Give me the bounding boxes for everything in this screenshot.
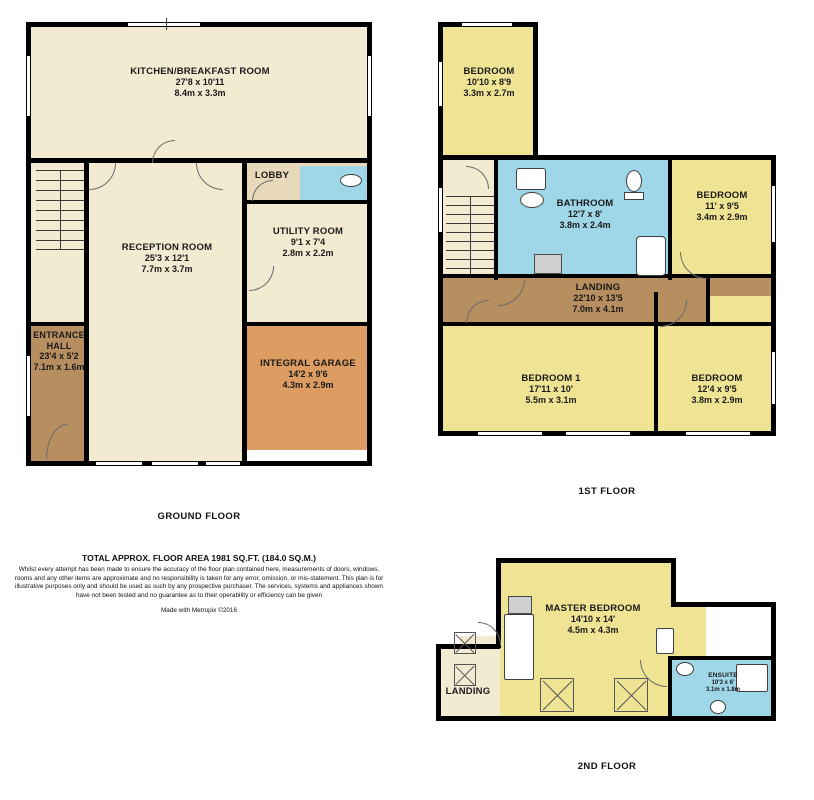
wall-ground-bottom [26,461,372,466]
window-kitchen-top [128,22,200,27]
second-landing-label: LANDING [445,686,491,697]
landing-label: LANDING 22'10 x 13'5 7.0m x 4.1m [572,282,624,314]
utility-room-label: UTILITY ROOM 9'1 x 7'4 2.8m x 2.2m [272,226,344,258]
rooflight-icon-3 [614,678,648,712]
second-floor-label: 2ND FLOOR [577,761,637,772]
bedroom-1-label: BEDROOM 1 17'11 x 10' 5.5m x 3.1m [521,373,581,405]
rooflight-icon-4 [454,632,476,654]
wall-landing-return [706,274,710,326]
utility-room-area [246,204,368,326]
toilet-icon [626,170,642,192]
wall-second-right [771,602,776,721]
bathroom-label: BATHROOM 12'7 x 8' 3.8m x 2.4m [556,198,614,230]
wall-utility-garage [242,322,372,326]
shower-bath-icon [636,236,666,276]
integral-garage-label: INTEGRAL GARAGE 14'2 x 9'6 4.3m x 2.9m [260,358,356,390]
wall-first-step-horizontal [533,155,776,160]
wall-hall-reception [84,158,89,466]
ground-staircase [36,170,86,250]
stair-centre-line [60,170,61,250]
window-kitchen-left [26,56,31,116]
window-reception-bottom-1 [96,461,142,466]
window-bedroom-right-bottom-2 [686,431,750,436]
wall-reception-utility [242,158,247,466]
first-floor-label: 1ST FLOOR [578,486,636,497]
window-bedroom1-bottom-2 [566,431,630,436]
ensuite-toilet-icon [710,700,726,714]
window-kitchen-right [367,56,372,116]
ground-floor-label: GROUND FLOOR [157,511,241,522]
rooflight-icon-1 [454,664,476,686]
wall-second-bottom [436,716,776,721]
wall-second-left [436,644,441,720]
wall-master-ensuite [668,656,672,720]
wall-bedroom-front-bottom [438,155,538,160]
wall-stair-bathroom [494,158,498,280]
bedroom-front-label: BEDROOM 10'10 x 8'9 3.3m x 2.7m [463,66,515,98]
master-bedroom-label: MASTER BEDROOM 14'10 x 14' 4.5m x 4.3m [545,603,641,635]
reception-room-area [88,162,246,462]
wall-second-top [496,558,676,563]
window-reception-bottom-3 [206,461,240,466]
first-stair-centre-line [470,196,471,274]
window-stair-left [438,188,443,232]
wall-hall-stairs [26,322,89,326]
window-bedroom-front [462,22,512,27]
reception-room-label: RECEPTION ROOM 25'3 x 12'1 7.7m x 3.7m [121,242,213,274]
kitchen-breakfast-room-label: KITCHEN/BREAKFAST ROOM 27'8 x 10'11 8.4m x 3.3m [130,66,270,98]
ensuite-label: ENSUITE 10'3 x 6' 3.1m x 1.8m [705,672,741,693]
wall-ensuite-top [668,656,776,660]
wall-master-right-upper [671,558,676,606]
wall-landing-top [438,274,776,278]
rooflight-icon-2 [540,678,574,712]
wall-second-step [671,602,776,607]
bedroom-right-top-label: BEDROOM 11' x 9'5 3.4m x 2.9m [696,190,748,222]
disclaimer-text: Whilst every attempt has been made to ensure the accuracy of the floor plan contained here, measurements of doors, windows, rooms and any other items are approximate and no responsibility is taken for any error, omission, or mis-statement. This plan is for illustrative purposes only and should be used as such by any prospective purchaser. The services, systems and appliances shown have not been tested and no guarantee as to their operability or efficiency can be given [14,566,384,599]
basin-icon [340,174,362,187]
credit-text: Made with Metropix ©2016 [160,607,238,614]
window-bedroom1-bottom [478,431,542,436]
landing-return-area [710,278,772,296]
window-reception-bottom-2 [152,461,198,466]
bath-icon [516,168,546,190]
window-bedroom-front-left [438,62,443,106]
total-floor-area-text: TOTAL APPROX. FLOOR AREA 1981 SQ.FT. (184.0 SQ.M.) [82,553,316,563]
door-threshold-top [166,18,167,30]
cupboard-icon [534,254,562,274]
bedroom-right-bottom-label: BEDROOM 12'4 x 9'5 3.8m x 2.9m [691,373,743,405]
first-staircase [446,196,496,274]
lobby-label: LOBBY [254,170,290,181]
entrance-hall-label: ENTRANCE HALL 23'4 x 5'2 7.1m x 1.6m [33,330,85,372]
master-bedroom-recess [672,606,706,660]
